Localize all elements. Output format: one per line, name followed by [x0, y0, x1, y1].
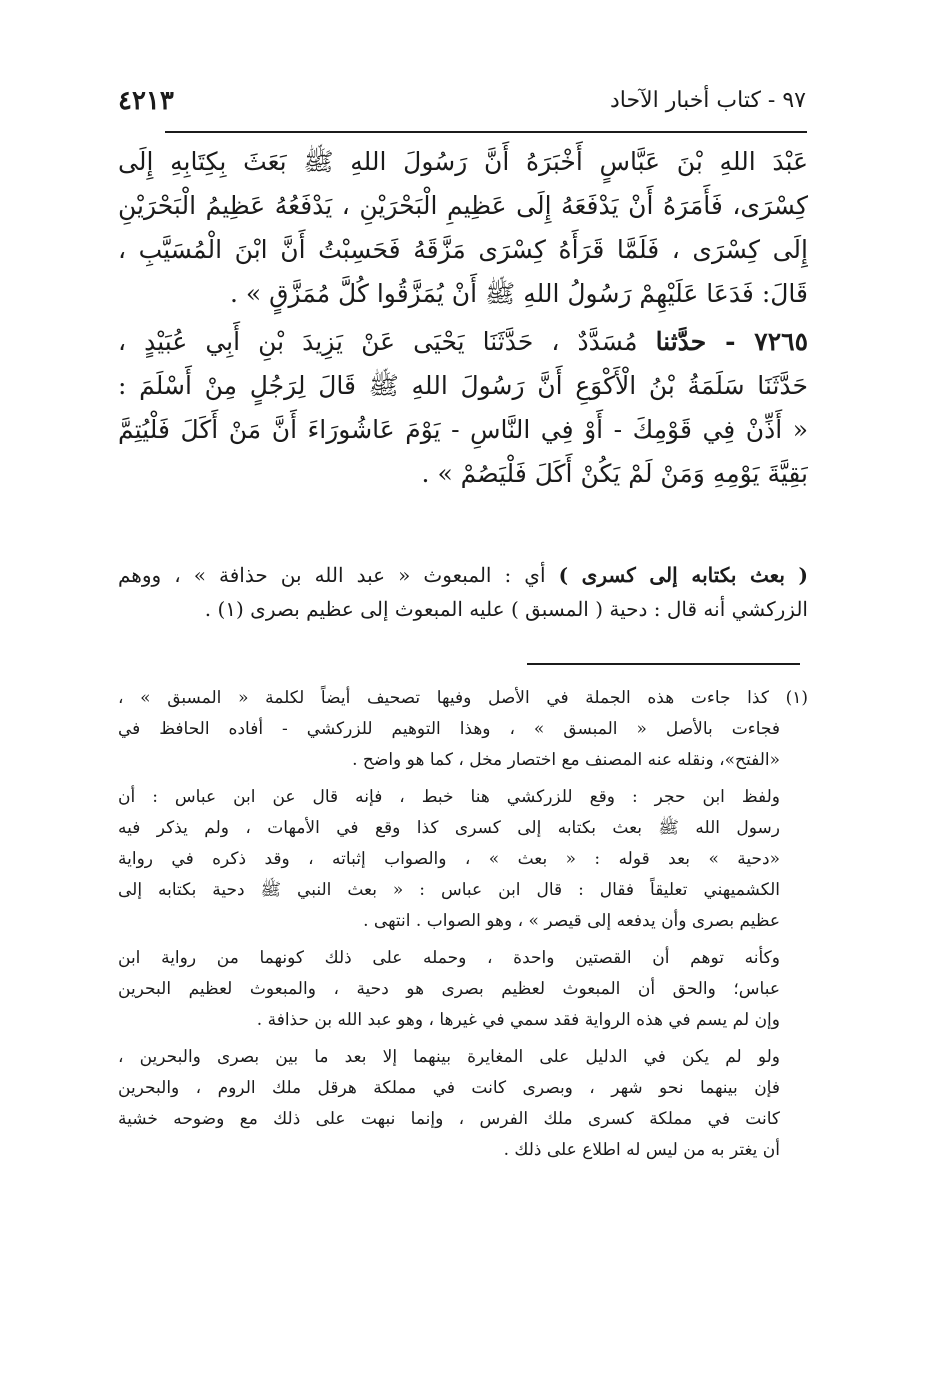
footnote-line: وكأنه توهم أن القصتين واحدة ، وحمله على ذلك كونهما من رواية ابن [118, 948, 780, 968]
commentary-phrase: ( بعث بكتابه إلى كسرى ) [558, 563, 808, 587]
footnote-line: عباس؛ والحق أن المبعوث لعظيم بصرى هو دحية ، والمبعوث لعظيم البحرين [118, 979, 780, 999]
hadith-first-line: مُسَدَّدٌ ، حَدَّثَنَا يَحْيَى عَنْ يَزِيدَ بْنِ أَبِي عُبَيْدٍ ، [118, 327, 656, 356]
footnote-line: عظيم بصرى وأن يدفعه إلى قيصر » ، وهو الصواب . انتهى . [363, 911, 780, 931]
text-line: حَدَّثَنَا سَلَمَةُ بْنُ الْأَكْوَعِ أَنَّ رَسُولَ اللهِ ﷺ قَالَ لِرَجُلٍ مِنْ أَسْلَمَ : [118, 371, 808, 400]
footnote-line: «دحية » بعد قوله : « بعث » ، والصواب إثباته ، وقد ذكره في رواية [118, 849, 780, 869]
footnote-line: أن يغتر به من ليس له اطلاع على ذلك . [503, 1140, 780, 1160]
footnote-paragraph [118, 1042, 808, 1166]
page-header [118, 86, 806, 126]
footnote-line: ولفظ ابن حجر : وقع للزركشي هنا خبط ، فإنه قال عن ابن عباس : أن [118, 787, 780, 807]
text-line: كِسْرَى، فَأَمَرَهُ أَنْ يَدْفَعَهُ إِلَى عَظِيمِ الْبَحْرَيْنِ ، يَدْفَعُهُ عَظِيمُ الْبَحْرَيْنِ [118, 191, 808, 220]
footnote-paragraph [118, 683, 808, 776]
commentary-line: الزركشي أنه قال : دحية ( المسبق ) عليه المبعوث إلى عظيم بصرى (١) . [204, 597, 808, 621]
text-line: قَالَ: فَدَعَا عَلَيْهِمْ رَسُولُ اللهِ ﷺ أَنْ يُمَزَّقُوا كُلَّ مُمَزَّقٍ » . [229, 279, 808, 308]
footnote-line: «الفتح»، ونقله عنه المصنف مع اختصار مخل ، كما هو واضح . [352, 750, 780, 770]
footnote-line: فإن بينهما نحو شهر ، وبصرى كانت في مملكة هرقل ملك الروم ، والبحرين [118, 1078, 780, 1098]
commentary [118, 558, 808, 626]
footnote-paragraph [118, 782, 808, 937]
footnote-line: ولو لم يكن في الدليل على المغايرة بينهما إلا بعد ما بين بصرى والبحرين ، [118, 1047, 780, 1067]
text-line: عَبْدَ اللهِ بْنَ عَبَّاسٍ أَخْبَرَهُ أَنَّ رَسُولَ اللهِ ﷺ بَعَثَ بِكِتَابِهِ إِلَى [118, 147, 808, 176]
footnote-line: الكشميهني تعليقاً فقال : قال ابن عباس : « بعث النبي ﷺ دحية بكتابه إلى [118, 880, 780, 900]
footnote-line: رسول الله ﷺ بعث بكتابه إلى كسرى كذا وقع في الأمهات ، ولم يذكر فيه [118, 818, 780, 838]
footnote-line: فجاءت بالأصل « المبسق » ، وهذا التوهيم للزركشي - أفاده الحافظ في [118, 719, 780, 739]
commentary-line [118, 558, 808, 592]
hadith-heading-line [118, 320, 808, 364]
text-line: بَقِيَّةَ يَوْمِهِ وَمَنْ لَمْ يَكُنْ أَكَلَ فَلْيَصُمْ » . [421, 459, 808, 488]
footnote-rule [527, 663, 800, 665]
hadith-text [118, 140, 808, 496]
chapter-title: ٩٧ - كتاب أخبار الآحاد [609, 88, 806, 113]
text-line: إِلَى كِسْرَى ، فَلَمَّا قَرَأَهُ كِسْرَى مَزَّقَهُ فَحَسِبْتُ أَنَّ ابْنَ الْمُسَيَّبِ ، [118, 235, 808, 264]
hadith-number: ٧٢٦٥ [754, 327, 808, 356]
commentary-text: أي : المبعوث « عبد الله بن حذافة » ، ووهم [118, 563, 559, 587]
footnotes [118, 683, 808, 1172]
text-line: « أَذِّنْ فِي قَوْمِكَ - أَوْ فِي النَّاسِ - يَوْمَ عَاشُورَاءَ أَنَّ مَنْ أَكَلَ فَلْيُتِمَّ [118, 415, 808, 444]
footnote-line: (١) كذا جاءت هذه الجملة في الأصل وفيها تصحيف أيضاً لكلمة « المسبق » ، [118, 688, 808, 708]
footnote-line: كانت في مملكة كسرى ملك الفرس ، وإنما نبهت على ذلك مع وضوحه خشية [118, 1109, 780, 1129]
footnote-line: وإن لم يسم في هذه الرواية فقد سمي في غيرها ، وهو عبد الله بن حذافة . [256, 1010, 780, 1030]
header-rule [165, 131, 807, 133]
hadith-lead: - حدَّثنا [655, 327, 755, 356]
footnote-paragraph [118, 943, 808, 1036]
page-number: ٤٢١٣ [118, 86, 174, 116]
